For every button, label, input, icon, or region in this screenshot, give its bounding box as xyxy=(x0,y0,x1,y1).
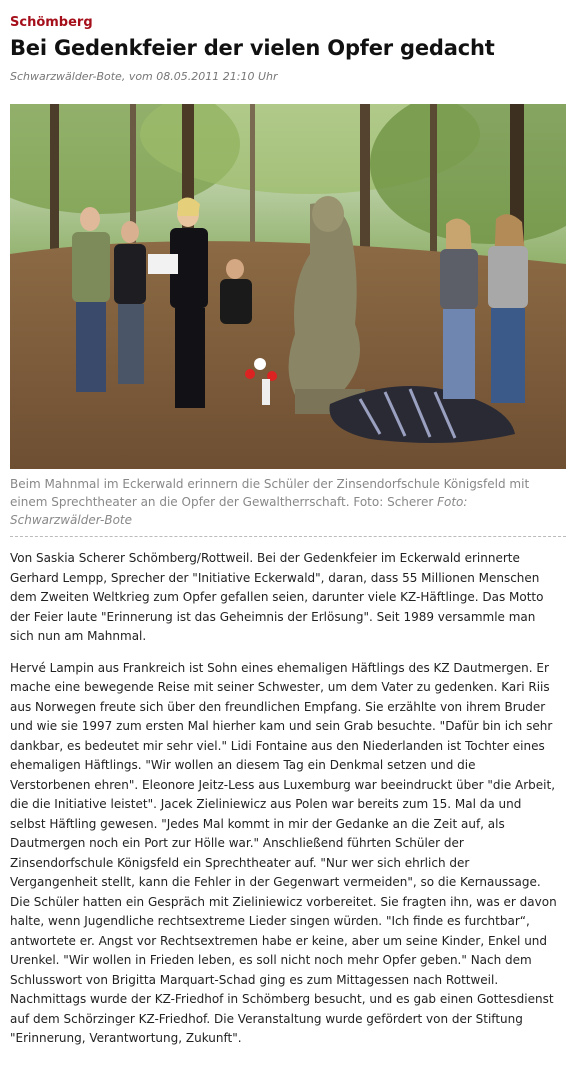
paragraph: Hervé Lampin aus Frankreich ist Sohn eines ehemaligen Häftlings des KZ Dautmergen. Er mache eine bewegende Reise mit seiner Schwester, um dem Vater zu gedenken. Kari Riis aus Norwegen freute sich über den freundlichen Empfang. Sie erzählte von ihrem Bruder und wie sie 1997 zum ersten Mal hierher kam und sein Grab besuchte. "Dafür bin ich sehr dankbar, es bedeutet mir sehr viel." Lidi Fontaine aus den Niederlanden ist Tochter eines ehemaligen Häftlings. "Wir wollen an diesem Tag ein Denkmal setzen und die Verstorbenen ehren". Eleonore Jeitz-Less aus Luxemburg war beeindruckt über "die Arbeit, die die Initiative leistet". Jacek Zieliniewicz aus Polen war bereits zum 15. Mal da und selbst Häftling gewesen. "Jedes Mal kommt in mir der Gedanke an die Zeit auf, als Dautmergen noch ein Port zur Hölle war." Anschließend führten Schüler der Zinsendorfschule Königsfeld ein Sprechtheater auf. "Nur wer sich ehrlich der Vergangenheit stellt, kann die Fehler in der Gegenwart vermeiden", so die Kernaussage. Die Schüler hatten ein Gespräch mit Zieliniewicz vorbereitet. Sie fragten ihn, was er davon halte, wenn Jugendliche rechtsextreme Lieder singen würden. "Ich finde es furchtbar“, antwortete er. Angst vor Rechtsextremen habe er keine, aber um seine Kinder, Enkel und Urenkel. "Wir wollen in Frieden leben, es soll nicht noch mehr Opfer geben." Nach dem Schlusswort von Brigitta Marquart-Schad ging es zum Mittagessen nach Rottweil. Nachmittags wurde der KZ-Friedhof in Schömberg besucht, und es gab einen Gottesdienst auf dem Schörzinger KZ-Friedhof. Die Veranstaltung wurde gefördert von der Stiftung "Erinnerung, Verantwortung, Zukunft". xyxy=(10,660,557,1045)
article-kicker: Schömberg xyxy=(10,15,93,30)
article-photo[interactable] xyxy=(10,104,566,469)
paragraph: Von Saskia Scherer Schömberg/Rottweil. Bei der Gedenkfeier im Eckerwald erinnerte Gerhard Lempp, Sprecher der "Initiative Eckerwald", daran, dass 55 Millionen Menschen dem Zweiten Weltkrieg zum Opfer gefallen seien, darunter viele KZ-Häftlinge. Das Motto der Feier laute "Erinnerung ist das Geheimnis der Erlösung". Seit 1989 versammle man sich nun am Mahnmal. xyxy=(10,551,544,643)
article xyxy=(0,15,566,1049)
divider xyxy=(10,536,566,537)
caption-credit: Foto: Schwarzwälder-Bote xyxy=(10,495,468,527)
article-byline: Schwarzwälder-Bote, vom 08.05.2011 21:10 Uhr xyxy=(10,70,278,83)
photo-caption xyxy=(10,475,550,529)
caption-text: Beim Mahnmal im Eckerwald erinnern die Schüler der Zinsendorfschule Königsfeld mit einem Sprechtheater an die Opfer der Gewaltherrschaft. Foto: Scherer xyxy=(10,477,530,509)
article-title: Bei Gedenkfeier der vielen Opfer gedacht xyxy=(10,36,495,60)
article-body xyxy=(10,549,558,1049)
